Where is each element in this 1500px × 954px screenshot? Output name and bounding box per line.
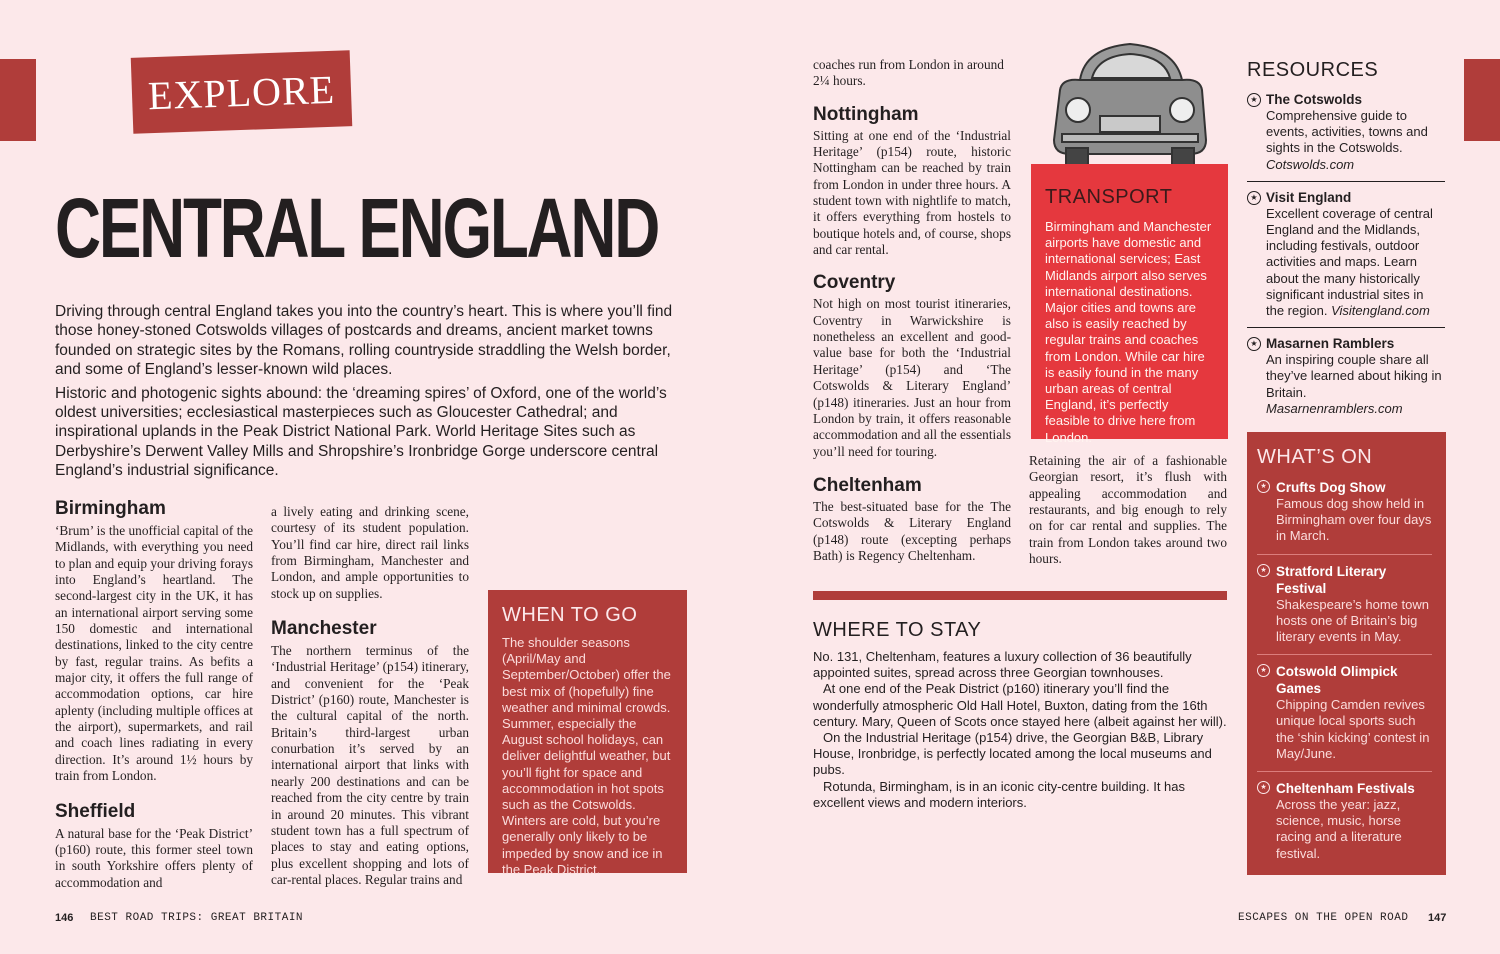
resources [1247,59,1445,417]
birmingham-text: ‘Brum’ is the unofficial capital of the Midlands, with everything you need to plan and equip your driving forays into England’s heartland. The second-largest city in the UK, it has an international airport serving some 150 domestic and international destinations, linked to the city centre by fast, regular trains. As befits a major city, it offers the full range of accommodation options, car hire aplenty (including multiple offices at the airport), supermarkets, and rail and coach lines radiating in every direction. It’s around 1½ hours by train from London. [55,523,253,784]
intro-paragraph-2: Historic and photogenic sights abound: the ‘dreaming spires’ of Oxford, one of the world’s oldest universities; ecclesiastical masterpieces such as Gloucester Cathedral; and inspirational uplands in the Peak District National Park. World Heritage Sites such as Derbyshire’s Derwent Valley Mills and Shropshire’s Ironbridge Gorge underscore central England’s industrial significance. [55,384,667,480]
resource-url: Visitengland.com [1331,303,1430,319]
whats-on-item [1257,663,1432,762]
whats-on-heading: WHAT’S ON [1257,446,1373,468]
resource-desc: Comprehensive guide to events, activities, towns and sights in the Cotswolds. Cotswolds.com [1266,108,1428,172]
event-desc: Across the year: jazz, science, music, horse racing and a literature festival. [1276,797,1402,861]
intro [55,302,675,485]
star-bullet-icon: ★ [1247,191,1261,205]
transport-heading: TRANSPORT [1045,186,1173,208]
resource-desc: An inspiring couple share all they’ve learned about hiking in Britain. Masarnenramblers.com [1266,352,1442,416]
event-title: Cotswold Olimpick Games [1276,664,1398,697]
whats-on-item [1257,780,1432,862]
page-title: CENTRAL ENGLAND [55,181,659,275]
resource-item [1247,336,1445,417]
cheltenham-text: The best-situated base for the The Cotswolds & Literary England (p148) route (excepting perhaps Bath) is Regency Cheltenham. [813,498,1011,563]
when-to-go-heading: WHEN TO GO [502,604,638,626]
column-3 [813,57,1011,564]
coventry-heading: Coventry [813,272,896,294]
intro-paragraph-1: Driving through central England takes you into the country’s heart. This is where you’ll find those honey-stoned Cotswolds villages of postcards and dreams, ancient market towns founded on strategic sites by the Romans, rolling countryside straddling the Welsh border, and some of England’s lesser-known wild places. [55,303,673,379]
cheltenham-text-cont: Retaining the air of a fashionable Georgian resort, it’s flush with appealing accommodation and restaurants, and big enough to rely on for car rental and supplies. The train from London takes around two hours. [1029,453,1227,567]
transport-text: Birmingham and Manchester airports have domestic and international services; East Midlands airport also serves international destinations. Major cities and towns are also is easily reached by regular trains and coaches from London. While car hire is easily found in the many urban areas of central England, it’s perfectly feasible to drive here from London. [1045,219,1212,445]
resource-url: Cotswolds.com [1266,156,1355,172]
transport-box [1031,164,1228,445]
where-to-stay-heading: WHERE TO STAY [813,619,982,641]
divider [1257,654,1432,655]
event-title: Stratford Literary Festival [1276,563,1387,596]
right-page-number: 147 [1428,912,1447,924]
where-to-stay-paragraph: No. 131, Cheltenham, features a luxury collection of 36 beautifully appointed suites, spread across three Georgian townhouses. [813,649,1192,681]
where-to-stay-text [813,649,1233,811]
when-to-go-box [488,590,687,877]
where-to-stay-paragraph: Rotunda, Birmingham, is in an iconic city-centre building. It has excellent views and modern interiors. [813,778,1186,810]
sheffield-heading: Sheffield [55,800,136,822]
right-running-title: ESCAPES ON THE OPEN ROAD [1238,912,1409,924]
resource-desc: Excellent coverage of central England and the Midlands, including festivals, outdoor activities and maps. Learn about the many historically significant industrial sites in the region. Visitengland.com [1266,205,1433,319]
star-bullet-icon: ★ [1247,337,1261,351]
manchester-heading: Manchester [271,618,377,640]
manchester-text: The northern terminus of the ‘Industrial Heritage’ (p154) itinerary, and convenient for the ‘Peak District’ (p160) route, Manchester is the cultural capital of the north. Britain’s third-largest urban conurbation it’s served by an international airport that links with nearly 200 destinations and can be reached from the city centre by train in around 20 minutes. This vibrant student town has a full spectrum of places to stay and eating options, plus excellent shopping and lots of car-rental places. Regular trains and [271,643,469,887]
manchester-text-cont: coaches run from London in around 2¼ hours. [813,57,1004,89]
whats-on-item [1257,479,1432,545]
left-edge-tab [0,59,36,141]
left-running-title: BEST ROAD TRIPS: GREAT BRITAIN [90,912,304,924]
star-bullet-icon: ★ [1247,93,1261,107]
where-to-stay [813,619,1233,811]
nottingham-text: Sitting at one end of the ‘Industrial Heritage’ (p154) route, historic Nottingham can be reached by train from London in under three hours. A student town with nightlife to match, it offers everything from hostels to boutique hotels and, of course, shops and car rental. [813,127,1011,258]
whats-on-box [1247,432,1446,875]
sheffield-text: A natural base for the ‘Peak District’ (p160) route, this former steel town in south Yorkshire offers plenty of accommodation and [55,825,253,890]
cheltenham-heading: Cheltenham [813,474,922,496]
column-1 [55,498,253,891]
section-tag: EXPLORE [131,50,353,134]
resource-item [1247,92,1445,173]
nottingham-heading: Nottingham [813,103,919,125]
star-bullet-icon: ★ [1257,781,1270,794]
divider [1257,554,1432,555]
coventry-text: Not high on most tourist itineraries, Coventry in Warwickshire is nonetheless an excellent and good-value base for both the ‘Industrial Heritage’ (p154) and ‘The Cotswolds & Literary England’ (p148) itineraries. Just an hour from London by train, it offers reasonable accommodation and all the essentials you’ll need for touring. [813,296,1011,459]
whats-on-item [1257,563,1432,646]
event-desc: Famous dog show held in Birmingham over four days in March. [1276,496,1432,544]
birmingham-heading: Birmingham [55,498,166,519]
event-desc: Chipping Camden revives unique local sports such the ‘shin kicking’ contest in May/June. [1276,697,1430,761]
resource-item [1247,190,1445,319]
resources-heading: RESOURCES [1247,59,1379,81]
star-bullet-icon: ★ [1257,564,1270,577]
when-to-go-text: The shoulder seasons (April/May and September/October) offer the best mix of (hopefully) fine weather and minimal crowds. Summer, especially the August school holidays, can deliver delightful weather, but you’ll fight for space and accommodation in hot spots such as the Cotswolds. Winters are cold, but you’re generally only likely to be impeded by snow and ice in the Peak District. [502,635,671,877]
resource-title: Masarnen Ramblers [1266,336,1395,352]
car-illustration [1040,30,1220,170]
resource-url: Masarnenramblers.com [1266,400,1403,416]
where-to-stay-paragraph: At one end of the Peak District (p160) itinerary you’ll find the wonderfully atmospheric Old Hall Hotel, Buxton, dating from the 16th century. Mary, Queen of Scots once stayed here (albeit against her will). [813,681,1227,729]
event-title: Crufts Dog Show [1276,480,1386,495]
resource-title: The Cotswolds [1266,92,1363,107]
right-edge-tab [1464,59,1500,141]
birmingham-text-cont: a lively eating and drinking scene, courtesy of its student population. You’ll find car hire, direct rail links from Birmingham, Manchester and London, and ample opportunities to stock up on supplies. [271,504,469,601]
star-bullet-icon: ★ [1257,664,1270,677]
where-to-stay-paragraph: On the Industrial Heritage (p154) drive, the Georgian B&B, Library House, Ironbridge, is perfectly located among the local museums and pubs. [813,730,1212,778]
divider [1247,181,1445,182]
column-2 [271,504,469,888]
divider [1257,771,1432,772]
resource-title: Visit England [1266,189,1352,205]
event-title: Cheltenham Festivals [1276,781,1415,797]
left-page-number: 146 [55,912,74,924]
star-bullet-icon: ★ [1257,480,1270,493]
event-desc: Shakespeare’s home town hosts one of Britain’s big literary events in May. [1276,596,1429,645]
where-to-stay-rule [813,591,1227,600]
divider [1247,327,1445,328]
